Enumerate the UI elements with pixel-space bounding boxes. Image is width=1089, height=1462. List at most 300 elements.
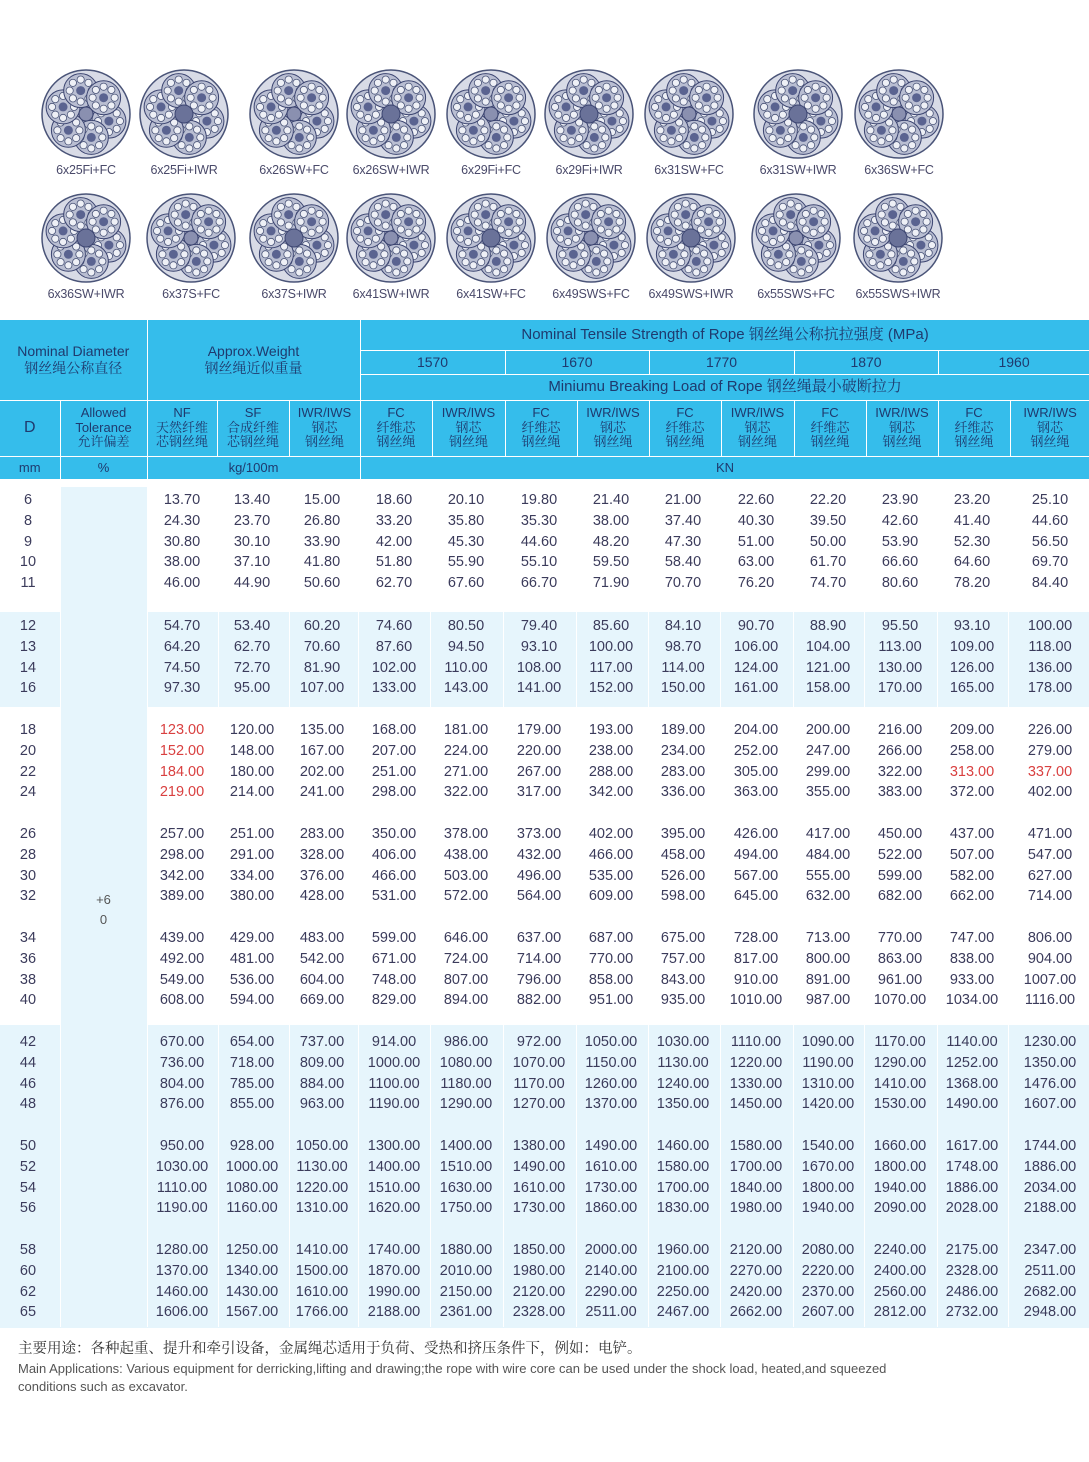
value-cell: 66.60 xyxy=(881,554,919,571)
value-cell: 2732.00 xyxy=(945,1304,999,1321)
value-cell: 547.00 xyxy=(1027,846,1073,863)
value-cell: 23.90 xyxy=(881,492,919,508)
value-cell: 1460.00 xyxy=(155,1283,209,1300)
value-cell: 935.00 xyxy=(660,992,706,1009)
value-cell: 1580.00 xyxy=(729,1138,783,1154)
value-cell: 108.00 xyxy=(516,659,562,676)
value-cell: 2560.00 xyxy=(873,1283,927,1300)
value-cell: 1070.00 xyxy=(873,992,927,1009)
value-cell: 1290.00 xyxy=(439,1096,493,1113)
value-cell: 986.00 xyxy=(443,1034,489,1050)
value-cell: 1250.00 xyxy=(225,1242,279,1258)
rope-type-label: 6x49SWS+IWR xyxy=(648,287,734,301)
value-cell: 855.00 xyxy=(229,1096,275,1113)
rope-cross-section-icon xyxy=(643,68,735,160)
value-cell: 2140.00 xyxy=(584,1262,638,1279)
value-cell: 950.00 xyxy=(159,1138,205,1154)
value-cell: 963.00 xyxy=(299,1096,345,1113)
value-cell: 2511.00 xyxy=(1024,1262,1076,1279)
value-cell: 13.40 xyxy=(233,492,271,508)
value-cell: 484.00 xyxy=(805,846,851,863)
value-cell: 45.30 xyxy=(447,533,485,550)
grade-1670: 1670 xyxy=(505,350,649,374)
rope-type-label: 6x41SW+FC xyxy=(456,287,526,301)
value-cell: 21.00 xyxy=(664,492,702,508)
value-cell: 1610.00 xyxy=(512,1179,566,1196)
value-cell: 113.00 xyxy=(878,638,922,655)
value-cell: 1610.00 xyxy=(295,1283,349,1300)
value-cell: 376.00 xyxy=(299,867,345,884)
value-cell: 15.00 xyxy=(303,492,341,508)
value-cell: 51.00 xyxy=(737,533,775,550)
value-cell: 728.00 xyxy=(733,930,779,946)
value-cell: 209.00 xyxy=(949,722,995,738)
value-cell: 189.00 xyxy=(660,722,706,738)
value-cell: 363.00 xyxy=(733,784,779,801)
value-cell: 214.00 xyxy=(229,784,275,801)
diameter-cell: 48 xyxy=(19,1096,37,1113)
value-cell: 1630.00 xyxy=(439,1179,493,1196)
value-cell: 1730.00 xyxy=(512,1200,566,1217)
value-cell: 1800.00 xyxy=(801,1179,855,1196)
value-cell: 1660.00 xyxy=(873,1138,927,1154)
value-cell: 807.00 xyxy=(443,971,489,988)
column-divider xyxy=(60,487,61,1327)
value-cell: 22.60 xyxy=(737,492,775,508)
column-divider xyxy=(720,487,721,1327)
value-cell: 383.00 xyxy=(877,784,923,801)
value-cell: 1350.00 xyxy=(656,1096,710,1113)
column-divider xyxy=(503,487,504,1327)
value-cell: 47.30 xyxy=(664,533,702,550)
value-cell: 305.00 xyxy=(733,763,779,780)
value-cell: 466.00 xyxy=(371,867,417,884)
value-cell: 126.00 xyxy=(949,659,995,676)
value-cell: 121.00 xyxy=(805,659,851,676)
diameter-cell: 56 xyxy=(19,1200,37,1217)
value-cell: 1610.00 xyxy=(584,1158,638,1175)
value-cell: 1990.00 xyxy=(367,1283,421,1300)
value-cell: 1090.00 xyxy=(801,1034,855,1050)
value-cell: 748.00 xyxy=(371,971,417,988)
rope-type-label: 6x29Fi+IWR xyxy=(555,163,623,177)
value-cell: 322.00 xyxy=(443,784,489,801)
value-cell: 109.00 xyxy=(949,638,995,655)
value-cell: 135.00 xyxy=(299,722,345,738)
value-cell: 645.00 xyxy=(733,888,779,905)
value-cell: 1420.00 xyxy=(801,1096,855,1113)
rope-cross-section-icon xyxy=(543,68,635,160)
value-cell: 80.60 xyxy=(881,575,919,592)
nominal-diameter-header: Nominal Diameter 钢丝绳公称直径 xyxy=(0,320,147,400)
value-cell: 1130.00 xyxy=(657,1054,709,1071)
rope-cross-section xyxy=(244,68,344,177)
value-cell: 417.00 xyxy=(805,826,851,842)
value-cell: 829.00 xyxy=(371,992,417,1009)
diameter-cell: 36 xyxy=(19,950,37,967)
rope-type-label: 6x36SW+IWR xyxy=(47,287,125,301)
rope-cross-section xyxy=(848,192,948,301)
value-cell: 66.70 xyxy=(520,575,558,592)
value-cell: 1510.00 xyxy=(439,1158,493,1175)
value-cell: 1940.00 xyxy=(873,1179,927,1196)
rope-cross-section xyxy=(541,192,641,301)
value-cell: 61.70 xyxy=(809,554,847,571)
value-cell: 152.00 xyxy=(159,742,205,759)
value-cell: 2511.00 xyxy=(585,1304,637,1321)
value-cell: 288.00 xyxy=(588,763,634,780)
column-divider xyxy=(576,487,577,1327)
value-cell: 838.00 xyxy=(949,950,995,967)
value-cell: 2150.00 xyxy=(439,1283,493,1300)
value-cell: 19.80 xyxy=(520,492,558,508)
value-cell: 41.40 xyxy=(953,512,991,529)
value-cell: 402.00 xyxy=(588,826,634,842)
value-cell: 632.00 xyxy=(805,888,851,905)
diameter-cell: 58 xyxy=(19,1242,37,1258)
rope-cross-section xyxy=(244,192,344,301)
value-cell: 2010.00 xyxy=(439,1262,493,1279)
value-cell: 671.00 xyxy=(371,950,417,967)
value-cell: 100.00 xyxy=(1027,618,1073,634)
value-cell: 555.00 xyxy=(805,867,851,884)
value-cell: 1140.00 xyxy=(946,1034,998,1050)
value-cell: 662.00 xyxy=(949,888,995,905)
value-cell: 283.00 xyxy=(660,763,706,780)
value-cell: 1260.00 xyxy=(584,1075,638,1092)
value-cell: 933.00 xyxy=(949,971,995,988)
rope-cross-section-icon xyxy=(445,192,537,284)
diameter-cell: 44 xyxy=(19,1054,37,1071)
value-cell: 2270.00 xyxy=(729,1262,783,1279)
value-cell: 37.40 xyxy=(664,512,702,529)
value-cell: 350.00 xyxy=(371,826,417,842)
value-cell: 1190.00 xyxy=(368,1096,420,1113)
value-cell: 2467.00 xyxy=(656,1304,710,1321)
rope-cross-section xyxy=(141,192,241,301)
value-cell: 1010.00 xyxy=(729,992,783,1009)
value-cell: 74.50 xyxy=(163,659,201,676)
value-cell: 141.00 xyxy=(516,680,562,697)
value-cell: 181.00 xyxy=(443,722,489,738)
value-cell: 1940.00 xyxy=(801,1200,855,1217)
unit-kg: kg/100m xyxy=(147,456,360,479)
iwr-weight-header: IWR/IWS 钢芯 钢丝绳 xyxy=(289,400,360,456)
rope-cross-section xyxy=(539,68,639,177)
value-cell: 928.00 xyxy=(229,1138,275,1154)
value-cell: 257.00 xyxy=(159,826,205,842)
value-cell: 95.50 xyxy=(881,618,919,634)
value-cell: 1490.00 xyxy=(945,1096,999,1113)
value-cell: 79.40 xyxy=(520,618,558,634)
value-cell: 158.00 xyxy=(805,680,851,697)
value-cell: 961.00 xyxy=(877,971,923,988)
value-cell: 59.50 xyxy=(592,554,630,571)
value-cell: 48.20 xyxy=(592,533,630,550)
value-cell: 271.00 xyxy=(443,763,489,780)
value-cell: 1886.00 xyxy=(1023,1158,1077,1175)
value-cell: 536.00 xyxy=(229,971,275,988)
value-cell: 1450.00 xyxy=(729,1096,783,1113)
value-cell: 204.00 xyxy=(733,722,779,738)
value-cell: 42.60 xyxy=(881,512,919,529)
value-cell: 1530.00 xyxy=(873,1096,927,1113)
diameter-cell: 11 xyxy=(20,575,36,592)
value-cell: 106.00 xyxy=(733,638,779,655)
value-cell: 143.00 xyxy=(443,680,489,697)
value-cell: 252.00 xyxy=(733,742,779,759)
value-cell: 1230.00 xyxy=(1023,1034,1077,1050)
rope-type-label: 6x31SW+FC xyxy=(654,163,724,177)
value-cell: 1270.00 xyxy=(512,1096,566,1113)
diameter-cell: 16 xyxy=(19,680,37,697)
value-cell: 42.00 xyxy=(375,533,413,550)
value-cell: 567.00 xyxy=(733,867,779,884)
value-cell: 1330.00 xyxy=(729,1075,783,1092)
value-cell: 843.00 xyxy=(660,971,706,988)
value-cell: 2120.00 xyxy=(729,1242,783,1258)
value-cell: 1110.00 xyxy=(156,1179,208,1196)
value-cell: 1567.00 xyxy=(225,1304,279,1321)
value-cell: 481.00 xyxy=(229,950,275,967)
value-cell: 438.00 xyxy=(443,846,489,863)
value-cell: 432.00 xyxy=(516,846,562,863)
value-cell: 74.70 xyxy=(809,575,847,592)
rope-cross-section xyxy=(849,68,949,177)
value-cell: 1080.00 xyxy=(225,1179,279,1196)
value-cell: 167.00 xyxy=(299,742,345,759)
value-cell: 62.70 xyxy=(233,638,271,655)
value-cell: 1748.00 xyxy=(945,1158,999,1175)
value-cell: 2607.00 xyxy=(801,1304,855,1321)
value-cell: 299.00 xyxy=(805,763,851,780)
rope-type-label: 6x25Fi+IWR xyxy=(150,163,218,177)
rope-cross-section xyxy=(641,192,741,301)
rope-cross-section-icon xyxy=(345,192,437,284)
tolerance-header: Allowed Tolerance 允许偏差 xyxy=(60,400,147,456)
value-cell: 2370.00 xyxy=(801,1283,855,1300)
value-cell: 51.80 xyxy=(375,554,413,571)
value-cell: 594.00 xyxy=(229,992,275,1009)
fc-1870-header: FC 纤维芯 钢丝绳 xyxy=(794,400,866,456)
value-cell: 58.40 xyxy=(664,554,702,571)
value-cell: 1190.00 xyxy=(156,1200,208,1217)
value-cell: 46.00 xyxy=(163,575,201,592)
value-cell: 50.60 xyxy=(303,575,341,592)
value-cell: 117.00 xyxy=(589,659,633,676)
diameter-cell: 6 xyxy=(23,492,33,508)
value-cell: 88.90 xyxy=(809,618,847,634)
rope-cross-section-icon xyxy=(445,68,537,160)
value-cell: 458.00 xyxy=(660,846,706,863)
value-cell: 24.30 xyxy=(163,512,201,529)
diameter-cell: 20 xyxy=(19,742,37,759)
value-cell: 572.00 xyxy=(443,888,489,905)
value-cell: 2328.00 xyxy=(512,1304,566,1321)
value-cell: 1744.00 xyxy=(1023,1138,1077,1154)
rope-cross-section xyxy=(134,68,234,177)
value-cell: 337.00 xyxy=(1027,763,1073,780)
value-cell: 2486.00 xyxy=(945,1283,999,1300)
value-cell: 2120.00 xyxy=(512,1283,566,1300)
tolerance-column xyxy=(60,487,147,1328)
value-cell: 136.00 xyxy=(1027,659,1073,676)
value-cell: 322.00 xyxy=(877,763,923,780)
value-cell: 2347.00 xyxy=(1023,1242,1077,1258)
value-cell: 1740.00 xyxy=(367,1242,421,1258)
subheader-row xyxy=(0,400,1089,456)
column-divider xyxy=(937,487,938,1327)
diameter-cell: 52 xyxy=(19,1158,37,1175)
value-cell: 1460.00 xyxy=(656,1138,710,1154)
value-cell: 1860.00 xyxy=(584,1200,638,1217)
value-cell: 123.00 xyxy=(159,722,205,738)
fc-1770-header: FC 纤维芯 钢丝绳 xyxy=(649,400,721,456)
value-cell: 37.10 xyxy=(233,554,271,571)
rope-cross-section-icon xyxy=(145,192,237,284)
rope-type-label: 6x36SW+FC xyxy=(864,163,934,177)
value-cell: 2240.00 xyxy=(873,1242,927,1258)
value-cell: 395.00 xyxy=(660,826,706,842)
value-cell: 1580.00 xyxy=(656,1158,710,1175)
value-cell: 21.40 xyxy=(592,492,630,508)
value-cell: 90.70 xyxy=(737,618,775,634)
value-cell: 234.00 xyxy=(660,742,706,759)
value-cell: 858.00 xyxy=(588,971,634,988)
value-cell: 736.00 xyxy=(159,1054,205,1071)
unit-percent: % xyxy=(60,456,147,479)
value-cell: 884.00 xyxy=(299,1075,345,1092)
value-cell: 35.80 xyxy=(447,512,485,529)
unit-kn: KN xyxy=(360,456,1089,479)
value-cell: 380.00 xyxy=(229,888,275,905)
value-cell: 53.90 xyxy=(881,533,919,550)
value-cell: 1252.00 xyxy=(945,1054,999,1071)
value-cell: 1080.00 xyxy=(439,1054,493,1071)
rope-type-label: 6x41SW+IWR xyxy=(352,287,430,301)
value-cell: 1170.00 xyxy=(513,1075,565,1092)
value-cell: 25.10 xyxy=(1031,492,1069,508)
value-cell: 1980.00 xyxy=(729,1200,783,1217)
rope-type-label: 6x37S+FC xyxy=(162,287,220,301)
value-cell: 526.00 xyxy=(660,867,706,884)
rope-cross-section-icon xyxy=(248,192,340,284)
value-cell: 522.00 xyxy=(877,846,923,863)
rope-cross-section-icon xyxy=(750,192,842,284)
iwr-1870-header: IWR/IWS 钢芯 钢丝绳 xyxy=(866,400,938,456)
value-cell: 165.00 xyxy=(949,680,995,697)
value-cell: 40.30 xyxy=(737,512,775,529)
value-cell: 1240.00 xyxy=(656,1075,710,1092)
unit-mm: mm xyxy=(0,456,60,479)
value-cell: 18.60 xyxy=(375,492,413,508)
value-cell: 507.00 xyxy=(949,846,995,863)
value-cell: 503.00 xyxy=(443,867,489,884)
value-cell: 535.00 xyxy=(588,867,634,884)
column-divider xyxy=(793,487,794,1327)
value-cell: 328.00 xyxy=(299,846,345,863)
diameter-cell: 65 xyxy=(19,1304,37,1321)
value-cell: 148.00 xyxy=(229,742,275,759)
value-cell: 809.00 xyxy=(299,1054,345,1071)
rope-cross-section-icon xyxy=(40,68,132,160)
value-cell: 429.00 xyxy=(229,930,275,946)
value-cell: 74.60 xyxy=(375,618,413,634)
value-cell: 494.00 xyxy=(733,846,779,863)
value-cell: 1730.00 xyxy=(584,1179,638,1196)
diameter-cell: 14 xyxy=(19,659,37,676)
value-cell: 1850.00 xyxy=(512,1242,566,1258)
value-cell: 298.00 xyxy=(159,846,205,863)
rope-cross-section xyxy=(36,68,136,177)
diameter-cell: 38 xyxy=(19,971,37,988)
value-cell: 531.00 xyxy=(371,888,417,905)
tensile-strength-header: Nominal Tensile Strength of Rope 钢丝绳公称抗拉强度 (MPa) xyxy=(360,320,1089,350)
value-cell: 876.00 xyxy=(159,1096,205,1113)
diameter-cell: 10 xyxy=(19,554,37,571)
value-cell: 1110.00 xyxy=(730,1034,782,1050)
value-cell: 2034.00 xyxy=(1023,1179,1077,1196)
value-cell: 1700.00 xyxy=(729,1158,783,1175)
iwr-1570-header: IWR/IWS 钢芯 钢丝绳 xyxy=(432,400,505,456)
value-cell: 1500.00 xyxy=(295,1262,349,1279)
value-cell: 23.70 xyxy=(233,512,271,529)
value-cell: 599.00 xyxy=(371,930,417,946)
value-cell: 251.00 xyxy=(371,763,417,780)
rope-cross-section-icon xyxy=(248,68,340,160)
value-cell: 107.00 xyxy=(299,680,345,697)
tolerance-upper: +6 xyxy=(96,892,111,907)
value-cell: 72.70 xyxy=(233,659,271,676)
value-cell: 1160.00 xyxy=(226,1200,278,1217)
value-cell: 714.00 xyxy=(516,950,562,967)
value-cell: 62.70 xyxy=(375,575,413,592)
value-cell: 669.00 xyxy=(299,992,345,1009)
value-cell: 20.10 xyxy=(447,492,485,508)
value-cell: 179.00 xyxy=(516,722,562,738)
fc-1570-header: FC 纤维芯 钢丝绳 xyxy=(360,400,432,456)
nf-header: NF 天然纤维 芯钢丝绳 xyxy=(147,400,217,456)
value-cell: 1880.00 xyxy=(439,1242,493,1258)
value-cell: 637.00 xyxy=(516,930,562,946)
value-cell: 402.00 xyxy=(1027,784,1073,801)
value-cell: 627.00 xyxy=(1027,867,1073,884)
value-cell: 1310.00 xyxy=(801,1075,855,1092)
rope-type-label: 6x25Fi+FC xyxy=(56,163,116,177)
value-cell: 496.00 xyxy=(516,867,562,884)
value-cell: 426.00 xyxy=(733,826,779,842)
diameter-cell: 50 xyxy=(19,1138,37,1154)
value-cell: 1870.00 xyxy=(367,1262,421,1279)
applications-cn: 主要用途：各种起重、提升和牵引设备，金属绳芯适用于负荷、受热和挤压条件下，例如：电铲。 xyxy=(18,1341,642,1357)
value-cell: 882.00 xyxy=(516,992,562,1009)
value-cell: 1190.00 xyxy=(802,1054,854,1071)
diameter-cell: 13 xyxy=(19,638,37,655)
value-cell: 1220.00 xyxy=(729,1054,783,1071)
value-cell: 1476.00 xyxy=(1023,1075,1077,1092)
value-cell: 1350.00 xyxy=(1023,1054,1077,1071)
column-divider xyxy=(289,487,290,1327)
value-cell: 2290.00 xyxy=(584,1283,638,1300)
rope-row-1 xyxy=(40,68,970,193)
grade-1570: 1570 xyxy=(360,350,505,374)
value-cell: 220.00 xyxy=(516,742,562,759)
value-cell: 1100.00 xyxy=(368,1075,420,1092)
value-cell: 1220.00 xyxy=(295,1179,349,1196)
value-cell: 747.00 xyxy=(949,930,995,946)
diameter-cell: 8 xyxy=(23,512,33,529)
rope-type-label: 6x26SW+IWR xyxy=(352,163,430,177)
